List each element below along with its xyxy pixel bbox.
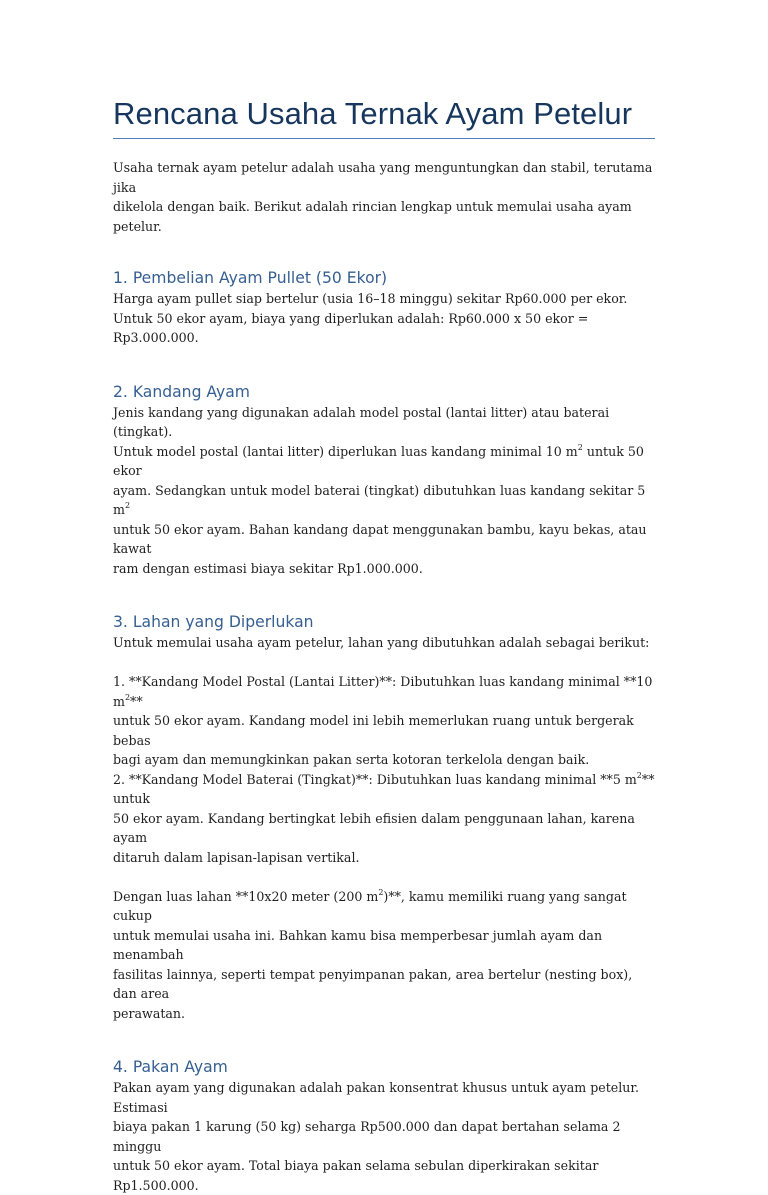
text-run: Untuk model postal (lantai litter) diperlukan luas kandang minimal 10 m [113, 443, 578, 459]
section-heading-lahan: 3. Lahan yang Diperlukan [113, 613, 314, 631]
body-line: biaya pakan 1 karung (50 kg) seharga Rp500.000 dan dapat bertahan selama 2 minggu [113, 1119, 621, 1154]
list-item [113, 770, 655, 809]
section-heading-pakan: 4. Pakan Ayam [113, 1058, 228, 1076]
list-item [113, 672, 655, 711]
body-line: bagi ayam dan memungkinkan pakan serta kotoran terkelola dengan baik. [113, 752, 590, 767]
superscript: 2 [124, 501, 131, 510]
body-line: ditaruh dalam lapisan-lapisan vertikal. [113, 849, 360, 865]
superscript: 2 [378, 887, 384, 897]
text-run: 2. **Kandang Model Baterai (Tingkat)**: Dibutuhkan luas kandang minimal **5 m [113, 771, 637, 787]
superscript: 2 [636, 770, 642, 780]
body-line: ram dengan estimasi biaya sekitar Rp1.000.000. [113, 560, 423, 576]
body-line: Untuk 50 ekor ayam, biaya yang diperlukan adalah: Rp60.000 x 50 ekor = Rp3.000.000. [113, 310, 589, 345]
superscript: 2 [577, 442, 583, 452]
body-line: fasilitas lainnya, seperti tempat penyimpanan pakan, area bertelur (nesting box), dan area [113, 966, 633, 1001]
body-line: untuk 50 ekor ayam. Total biaya pakan selama sebulan diperkirakan sekitar Rp1.500.000. [113, 1158, 599, 1193]
text-run: Dengan luas lahan **10x20 meter (200 m [113, 888, 379, 904]
intro-line: Usaha ternak ayam petelur adalah usaha yang menguntungkan dan stabil, terutama jika [113, 160, 653, 195]
body-line: 50 ekor ayam. Kandang bertingkat lebih efisien dalam penggunaan lahan, karena ayam [113, 810, 635, 845]
text-run: ** untuk [113, 771, 655, 806]
intro-paragraph [113, 158, 655, 236]
body-line: untuk 50 ekor ayam. Kandang model ini lebih memerlukan ruang untuk bergerak bebas [113, 713, 634, 748]
text-run: untuk 50 ekor [113, 443, 644, 478]
body-line: Pakan ayam yang digunakan adalah pakan konsentrat khusus untuk ayam petelur. Estimasi [113, 1080, 640, 1115]
text-run: )**, kamu memiliki ruang yang sangat cukup [113, 888, 627, 923]
page-title: Rencana Usaha Ternak Ayam Petelur [113, 96, 633, 131]
section-body-kandang [113, 403, 655, 579]
section-body-pakan [113, 1078, 655, 1195]
body-line [113, 481, 655, 520]
text-run: ** [130, 693, 143, 709]
section-body-lahan [113, 633, 655, 1023]
text-run: 1. **Kandang Model Postal (Lantai Litter)**: Dibutuhkan luas kandang minimal **10 m [113, 674, 653, 709]
body-line: Jenis kandang yang digunakan adalah model postal (lantai litter) atau baterai (tingkat). [113, 404, 610, 439]
body-line [113, 442, 655, 481]
section-heading-pembelian: 1. Pembelian Ayam Pullet (50 Ekor) [113, 269, 388, 287]
body-line: untuk 50 ekor ayam. Bahan kandang dapat menggunakan bambu, kayu bekas, atau kawat [113, 521, 647, 556]
body-line: Harga ayam pullet siap bertelur (usia 16–18 minggu) sekitar Rp60.000 per ekor. [113, 291, 628, 306]
paragraph-spacer [113, 867, 655, 887]
section-heading-kandang: 2. Kandang Ayam [113, 382, 251, 401]
text-run: ayam. Sedangkan untuk model baterai (tingkat) dibutuhkan luas kandang sekitar 5 m [113, 482, 646, 517]
body-line [113, 887, 655, 926]
body-line: Untuk memulai usaha ayam petelur, lahan yang dibutuhkan adalah sebagai berikut: [113, 635, 650, 650]
body-line: perawatan. [113, 1005, 186, 1021]
document-page [113, 92, 655, 1195]
title-underline [113, 138, 655, 139]
paragraph-spacer [113, 653, 655, 673]
body-line: untuk memulai usaha ini. Bahkan kamu bisa memperbesar jumlah ayam dan menambah [113, 927, 603, 962]
superscript: 2 [124, 692, 131, 702]
section-body-pembelian [113, 289, 655, 348]
intro-line: dikelola dengan baik. Berikut adalah rincian lengkap untuk memulai usaha ayam petelur. [113, 199, 632, 234]
